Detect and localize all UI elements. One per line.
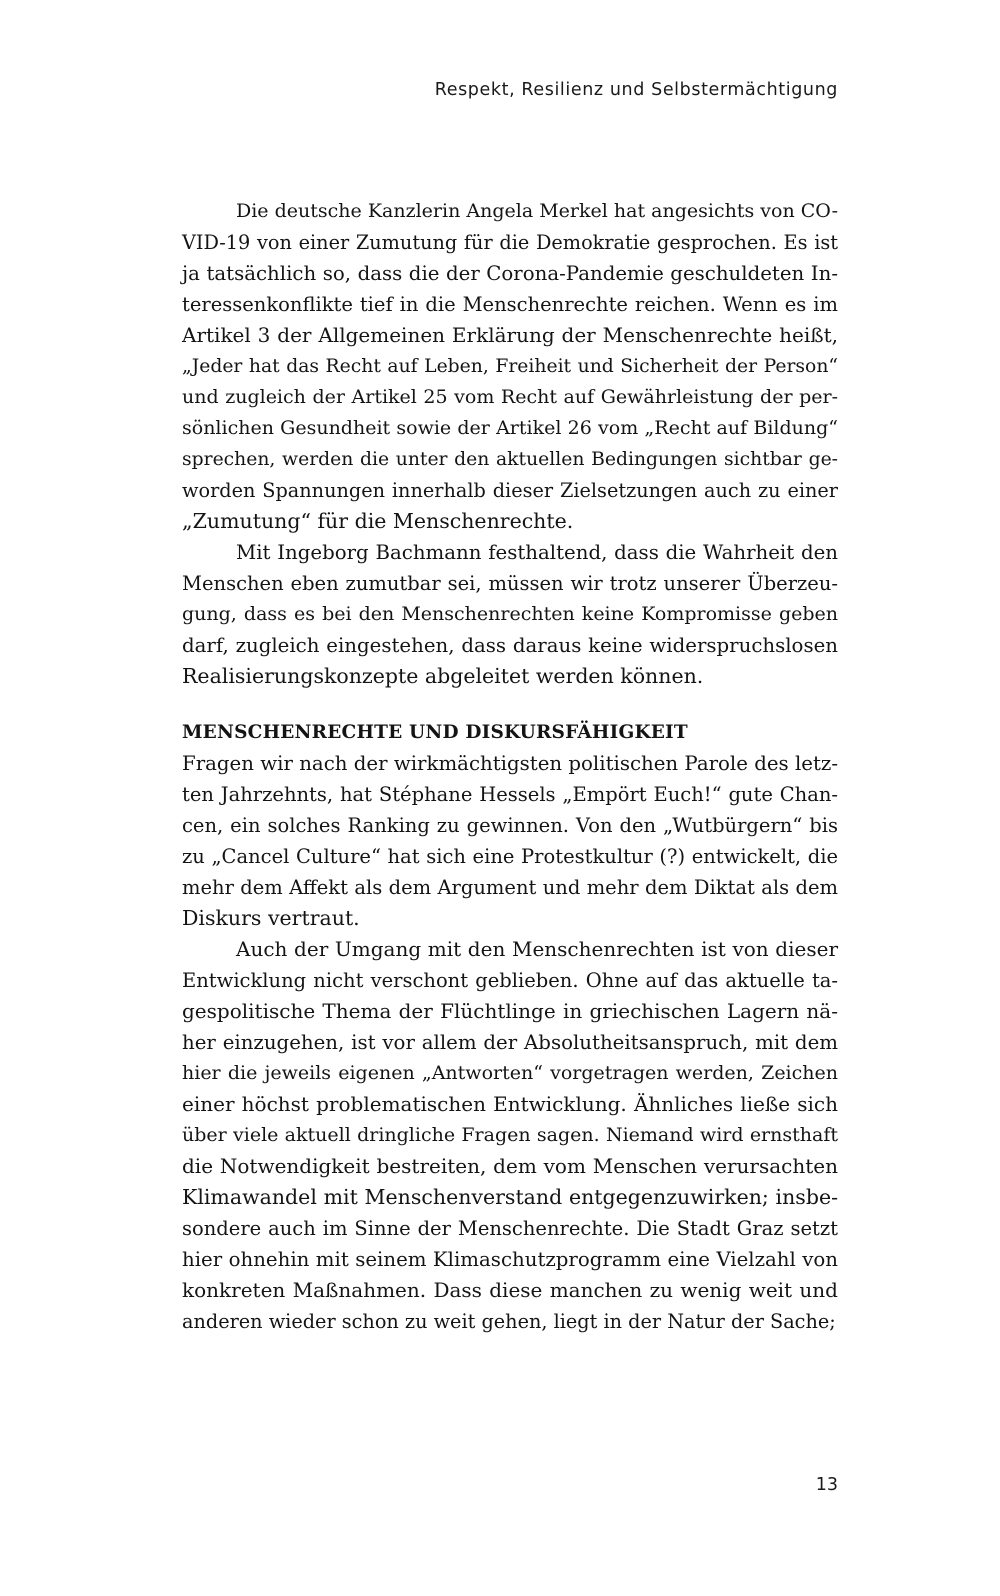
text-line: Entwicklung nicht verschont geblieben. Ohne auf das aktuelle ta- [182,969,838,992]
text-line: ten Jahrzehnts, hat Stéphane Hessels „Empört Euch!“ gute Chan- [182,783,838,806]
running-header: Respekt, Resilienz und Selbstermächtigung [434,80,838,100]
text-line: mehr dem Affekt als dem Argument und mehr dem Diktat als dem [182,876,838,899]
text-line: hier die jeweils eigenen „Antworten“ vorgetragen werden, Zeichen [182,1062,838,1084]
text-line: cen, ein solches Ranking zu gewinnen. Von den „Wutbürgern“ bis [182,814,838,837]
text-line: her einzugehen, ist vor allem der Absolutheitsanspruch, mit dem [182,1031,838,1054]
text-line: teressenkonflikte tief in die Menschenrechte reichen. Wenn es im [182,293,838,316]
text-line: und zugleich der Artikel 25 vom Recht auf Gewährleistung der per- [182,386,838,408]
paragraph [182,748,838,934]
page-number: 13 [815,1475,838,1495]
section-heading: MENSCHENRECHTE UND DISKURSFÄHIGKEIT [182,722,688,743]
text-line: worden Spannungen innerhalb dieser Zielsetzungen auch zu einer [182,479,838,502]
text-line: Menschen eben zumutbar sei, müssen wir trotz unserer Überzeu- [182,572,838,595]
text-line: über viele aktuell dringliche Fragen sagen. Niemand wird ernsthaft [182,1124,838,1146]
paragraph [182,537,838,692]
paragraph [182,196,838,537]
text-line: „Zumutung“ für die Menschenrechte. [182,509,574,533]
text-line: VID-19 von einer Zumutung für die Demokratie gesprochen. Es ist [182,231,838,254]
text-line: „Jeder hat das Recht auf Leben, Freiheit und Sicherheit der Person“ [182,356,838,377]
text-line: Die deutsche Kanzlerin Angela Merkel hat angesichts von CO- [236,200,838,222]
text-line: sondere auch im Sinne der Menschenrechte. Die Stadt Graz setzt [182,1217,838,1240]
text-line: anderen wieder schon zu weit gehen, liegt in der Natur der Sache; [182,1310,836,1333]
text-line: Diskurs vertraut. [182,906,360,930]
text-line: Realisierungskonzepte abgeleitet werden können. [182,664,704,688]
text-line: sönlichen Gesundheit sowie der Artikel 26 vom „Recht auf Bildung“ [182,417,838,439]
text-line: sprechen, werden die unter den aktuellen Bedingungen sichtbar ge- [182,449,838,470]
text-line: gespolitische Thema der Flüchtlinge in griechischen Lagern nä- [182,999,838,1023]
text-line: Mit Ingeborg Bachmann festhaltend, dass die Wahrheit den [236,541,838,564]
section-menschenrechte-diskursfaehigkeit [182,717,838,1337]
text-line: Artikel 3 der Allgemeinen Erklärung der Menschenrechte heißt, [182,323,838,347]
text-line: die Notwendigkeit bestreiten, dem vom Menschen verursachten [182,1154,838,1178]
text-line: ja tatsächlich so, dass die der Corona-Pandemie geschuldeten In- [182,262,838,285]
text-line: einer höchst problematischen Entwicklung. Ähnliches ließe sich [182,1092,838,1116]
paragraph [182,934,838,1337]
text-line: Klimawandel mit Menschenverstand entgegenzuwirken; insbe- [182,1185,838,1209]
text-line: zu „Cancel Culture“ hat sich eine Protestkultur (?) entwickelt, die [182,845,838,868]
text-line: Fragen wir nach der wirkmächtigsten politischen Parole des letz- [182,752,838,775]
section-intro [182,196,838,692]
text-line: darf, zugleich eingestehen, dass daraus keine widerspruchslosen [182,634,838,657]
text-line: hier ohnehin mit seinem Klimaschutzprogramm eine Vielzahl von [182,1248,838,1271]
text-line: Auch der Umgang mit den Menschenrechten ist von dieser [236,937,838,961]
text-line: gung, dass es bei den Menschenrechten keine Kompromisse geben [182,603,838,625]
text-line: konkreten Maßnahmen. Dass diese manchen zu wenig weit und [182,1278,838,1302]
